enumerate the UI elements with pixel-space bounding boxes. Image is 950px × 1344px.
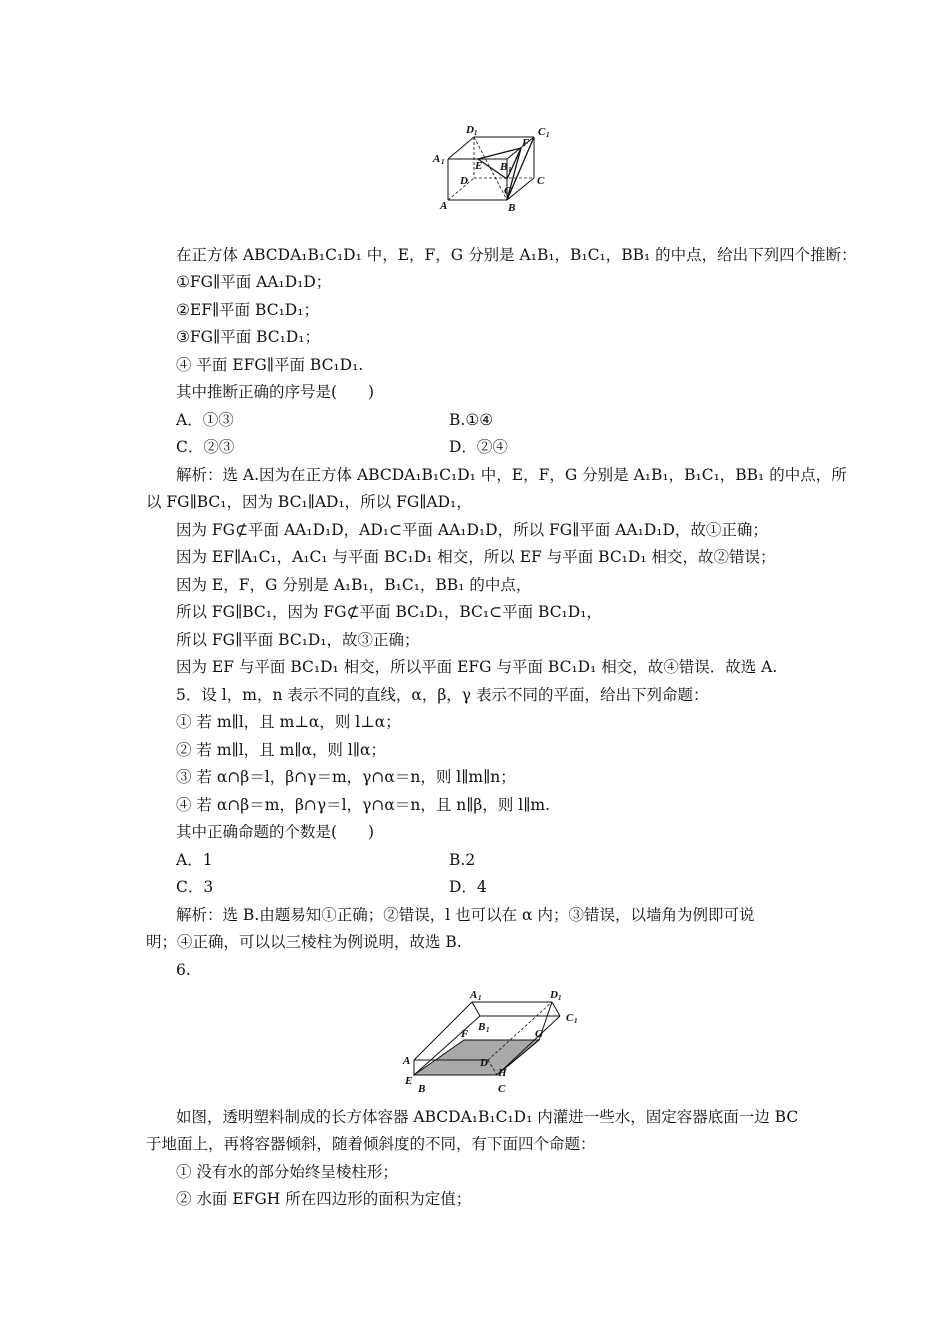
label-D1: D xyxy=(466,124,474,136)
q5-option-c: C．3 xyxy=(176,878,214,896)
label-C: C xyxy=(498,1083,506,1095)
label-D: D xyxy=(460,175,468,187)
label-D: D xyxy=(480,1057,488,1069)
svg-text:1: 1 xyxy=(546,131,550,139)
q4-item-3: ③FG∥平面 BC₁D₁； xyxy=(176,328,321,346)
svg-text:1: 1 xyxy=(478,994,482,1002)
label-B1: B xyxy=(500,161,508,173)
q5-question: 其中正确命题的个数是( ) xyxy=(176,823,375,841)
svg-text:1: 1 xyxy=(508,166,512,174)
label-A: A xyxy=(403,1055,411,1067)
q5-item-2: ② 若 m∥l，且 m∥α，则 l∥α； xyxy=(176,741,386,759)
q5-stem: 5．设 l，m，n 表示不同的直线，α，β，γ 表示不同的平面，给出下列命题： xyxy=(176,686,709,704)
q5-option-b: B.2 xyxy=(449,851,476,869)
q4-solution-6: 所以 FG∥BC₁，因为 FG⊄平面 BC₁D₁，BC₁⊂平面 BC₁D₁， xyxy=(176,603,602,621)
q5-item-1: ① 若 m∥l，且 m⊥α，则 l⊥α； xyxy=(176,713,401,731)
label-B1: B xyxy=(478,1021,486,1033)
q6-stem-1: 如图，透明塑料制成的长方体容器 ABCDA₁B₁C₁D₁ 内灌进一些水，固定容器底面一边 BC xyxy=(176,1108,799,1126)
tilted-box-figure xyxy=(398,988,598,1098)
label-G: G xyxy=(504,185,512,197)
q4-item-4: ④ 平面 EFG∥平面 BC₁D₁. xyxy=(176,356,364,374)
q4-solution-3: 因为 FG⊄平面 AA₁D₁D，AD₁⊂平面 AA₁D₁D，所以 FG∥平面 AA₁D₁D，故①正确； xyxy=(176,521,768,539)
label-E: E xyxy=(475,160,483,172)
q5-item-4: ④ 若 α∩β＝m，β∩γ＝l，γ∩α＝n，且 n∥β，则 l∥m. xyxy=(176,796,551,814)
label-B: B xyxy=(418,1083,426,1095)
label-G: G xyxy=(535,1028,543,1040)
q5-option-a: A．1 xyxy=(176,851,213,869)
q4-option-b: B.①④ xyxy=(449,411,494,429)
svg-text:1: 1 xyxy=(474,129,478,137)
label-H: H xyxy=(498,1067,507,1079)
q4-option-c: C．②③ xyxy=(176,438,235,456)
svg-text:1: 1 xyxy=(441,158,445,166)
q6-stem-2: 于地面上，再将容器倾斜，随着倾斜度的不同，有下面四个命题： xyxy=(146,1135,596,1153)
q4-solution-1: 解析：选 A.因为在正方体 ABCDA₁B₁C₁D₁ 中，E，F，G 分别是 A₁B₁，B₁C₁，BB₁ 的中点，所 xyxy=(176,466,847,484)
label-D1: D xyxy=(550,989,558,1001)
label-B: B xyxy=(508,202,516,212)
label-F: F xyxy=(461,1028,469,1040)
q4-stem: 在正方体 ABCDA₁B₁C₁D₁ 中，E，F，G 分别是 A₁B₁，B₁C₁，BB₁ 的中点，给出下列四个推断： xyxy=(176,246,857,264)
label-A1: A xyxy=(470,989,478,1001)
q5-option-d: D．4 xyxy=(449,878,487,896)
label-C1: C xyxy=(538,126,546,138)
q4-solution-4: 因为 EF∥A₁C₁，A₁C₁ 与平面 BC₁D₁ 相交，所以 EF 与平面 BC₁D₁ 相交，故②错误； xyxy=(176,548,776,566)
label-A: A xyxy=(440,200,448,212)
q6-item-1: ① 没有水的部分始终呈棱柱形； xyxy=(176,1163,398,1181)
label-F: F xyxy=(522,137,530,149)
q4-solution-5: 因为 E，F，G 分别是 A₁B₁，B₁C₁，BB₁ 的中点， xyxy=(176,576,532,594)
q4-option-d: D．②④ xyxy=(449,438,508,456)
cube-figure xyxy=(430,122,560,212)
q4-solution-7: 所以 FG∥平面 BC₁D₁，故③正确； xyxy=(176,631,420,649)
q6-item-2: ② 水面 EFGH 所在四边形的面积为定值； xyxy=(176,1190,472,1208)
q4-item-1: ①FG∥平面 AA₁D₁D； xyxy=(176,273,332,291)
q6-number: 6. xyxy=(176,961,191,979)
q4-option-a: A．①③ xyxy=(176,411,234,429)
q5-solution-2: 明；④正确，可以以三棱柱为例说明，故选 B. xyxy=(146,933,462,951)
svg-text:1: 1 xyxy=(486,1026,490,1034)
label-E: E xyxy=(405,1075,413,1087)
label-C1: C xyxy=(566,1012,574,1024)
q5-solution-1: 解析：选 B.由题易知①正确；②错误，l 也可以在 α 内；③错误，以墙角为例即可说 xyxy=(176,906,755,924)
label-C: C xyxy=(537,175,545,187)
q4-question: 其中推断正确的序号是( ) xyxy=(176,383,375,401)
label-A1: A xyxy=(433,153,441,165)
q4-solution-2: 以 FG∥BC₁，因为 BC₁∥AD₁，所以 FG∥AD₁， xyxy=(146,493,472,511)
svg-text:1: 1 xyxy=(574,1017,578,1025)
svg-text:1: 1 xyxy=(558,994,562,1002)
q4-item-2: ②EF∥平面 BC₁D₁； xyxy=(176,301,319,319)
q5-item-3: ③ 若 α∩β＝l，β∩γ＝m，γ∩α＝n，则 l∥m∥n； xyxy=(176,768,516,786)
q4-solution-8: 因为 EF 与平面 BC₁D₁ 相交，所以平面 EFG 与平面 BC₁D₁ 相交，故④错误．故选 A. xyxy=(176,658,778,676)
